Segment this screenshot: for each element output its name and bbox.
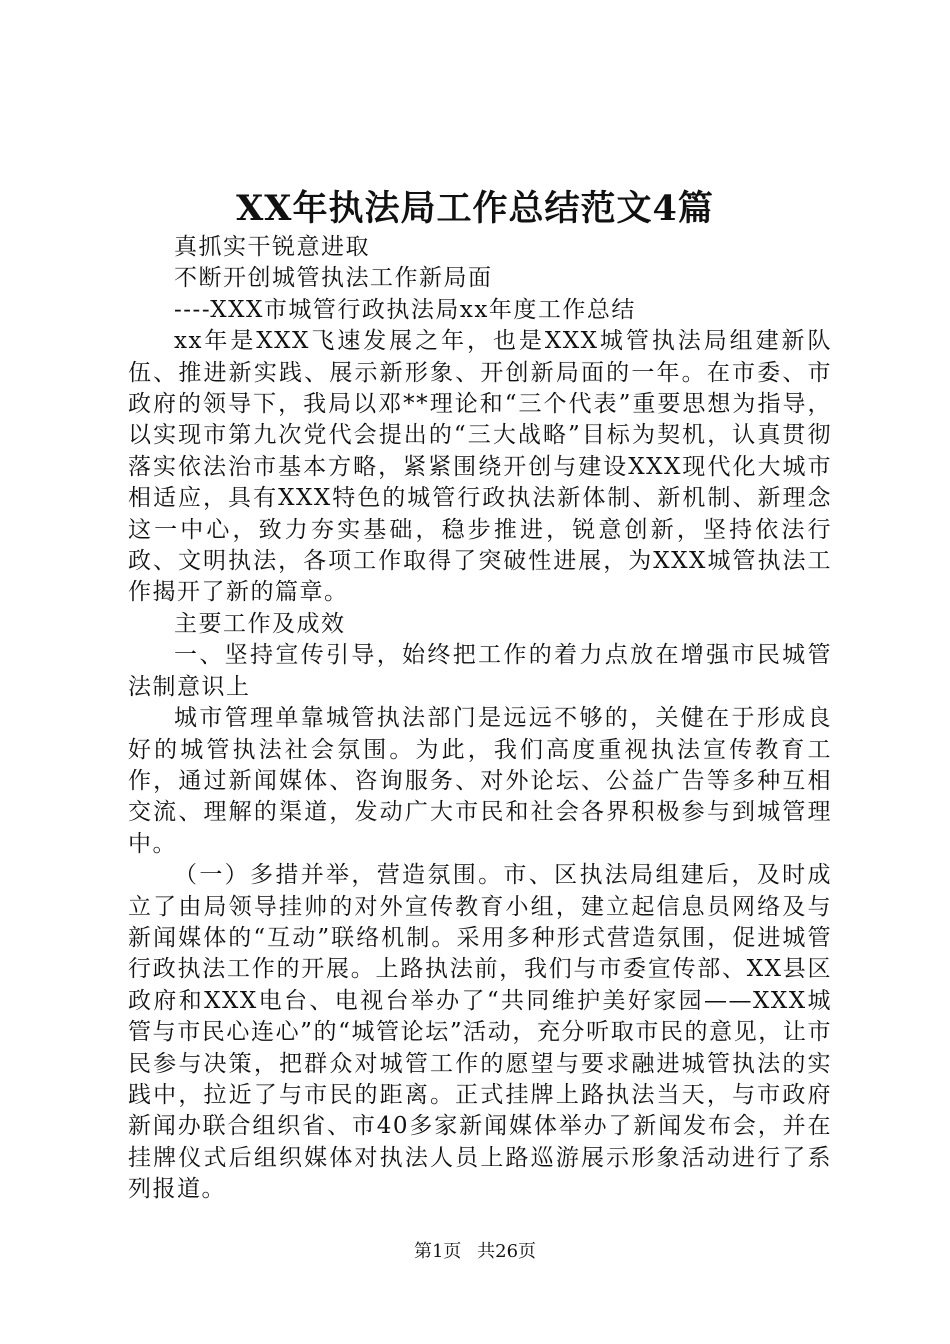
paragraph-intro: xx年是XXX飞速发展之年，也是XXX城管执法局组建新队伍、推进新实践、展示新形象、开创新局面的一年。在市委、市政府的领导下，我局以邓**理论和“三个代表”重要思想为指导，以实现市第九次党代会提出的“三大战略”目标为契机，认真贯彻落实依法治市基本方略，紧紧围绕开创与建设XXX现代化大城市相适应，具有XXX特色的城管行政执法新体制、新机制、新理念这一中心，致力夯实基础，稳步推进，锐意创新，坚持依法行政、文明执法，各项工作取得了突破性进展，为XXX城管执法工作揭开了新的篇章。 bbox=[128, 328, 832, 606]
document-body bbox=[128, 232, 832, 1206]
subsection-heading: 一、坚持宣传引导，始终把工作的着力点放在增强市民城管法制意识上 bbox=[128, 642, 832, 700]
page-total: 共26页 bbox=[477, 1241, 537, 1262]
subtitle-line-2: 不断开创城管执法工作新局面 bbox=[174, 265, 493, 292]
subtitle-line-1: 真抓实干锐意进取 bbox=[174, 234, 370, 260]
paragraph-body-1: 城市管理单靠城管执法部门是远远不够的，关健在于形成良好的城管执法社会氛围。为此，我们高度重视执法宣传教育工作，通过新闻媒体、咨询服务、对外论坛、公益广告等多种互相交流、理解的渠道，发动广大市民和社会各界积极参与到城管理中。 bbox=[128, 705, 832, 857]
section-heading: 主要工作及成效 bbox=[174, 610, 346, 637]
page-number: 第1页 bbox=[413, 1241, 462, 1262]
subtitle-line-3: ----XXX市城管行政执法局xx年度工作总结 bbox=[174, 296, 636, 323]
paragraph-body-2: （一）多措并举，营造氛围。市、区执法局组建后，及时成立了由局领导挂帅的对外宣传教育小组，建立起信息员网络及与新闻媒体的“互动”联络机制。采用多种形式营造氛围，促进城管行政执法工作的开展。上路执法前，我们与市委宣传部、XX县区政府和XXX电台、电视台举办了“共同维护美好家园——XXX城管与市民心连心”的“城管论坛”活动，充分听取市民的意见，让市民参与决策，把群众对城管工作的愿望与要求融进城管执法的实践中，拉近了与市民的距离。正式挂牌上路执法当天，与市政府新闻办联合组织省、市40多家新闻媒体举办了新闻发布会，并在挂牌仪式后组织媒体对执法人员上路巡游展示形象活动进行了系列报道。 bbox=[128, 862, 832, 1203]
document-title: XX年执法局工作总结范文4篇 bbox=[236, 188, 714, 229]
page-footer bbox=[0, 1240, 950, 1264]
